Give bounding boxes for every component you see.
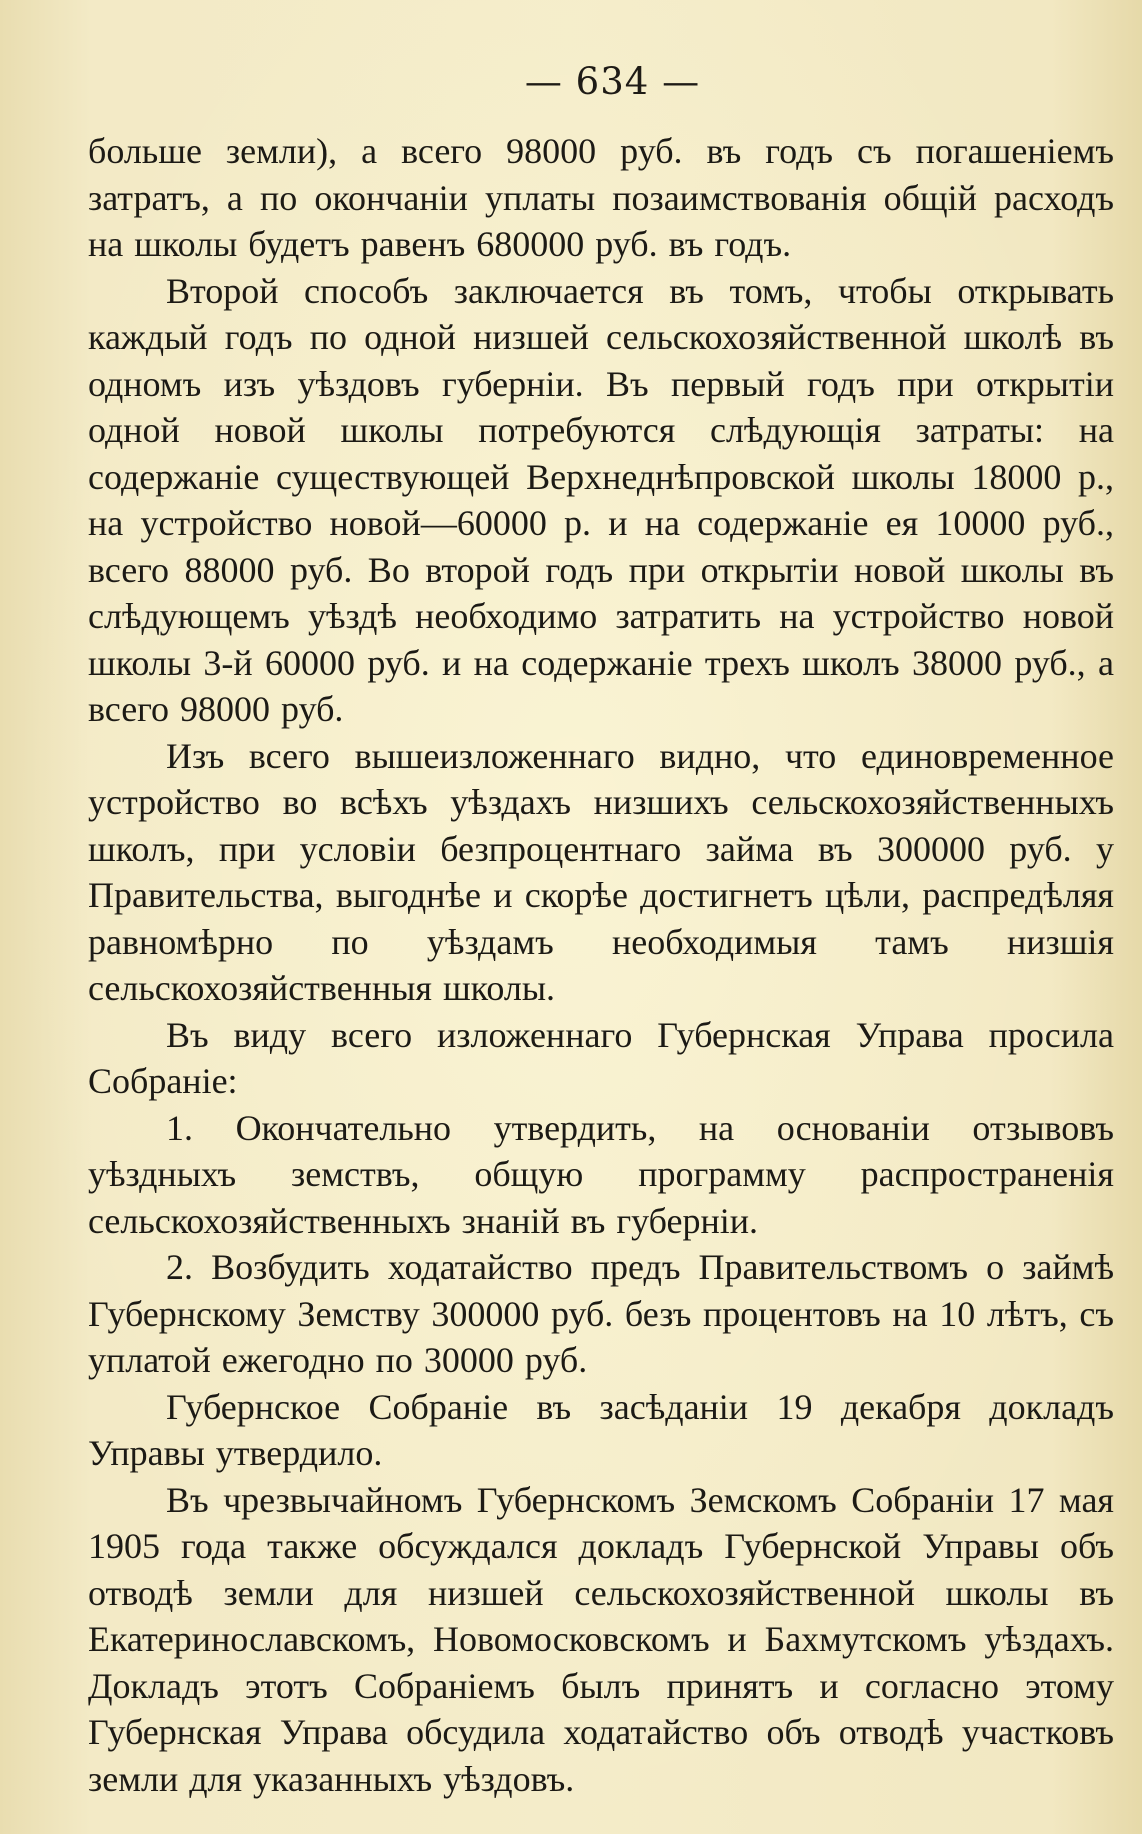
paragraph-conclusion: Изъ всего вышеизложеннаго видно, что единовременное устройство во всѣхъ уѣздахъ низшихъ сельскохозяйственныхъ школъ, при условіи безпроцентнаго займа въ 300000 руб. у Правительства, выгоднѣе и скорѣе достигнетъ цѣли, распредѣляя равномѣрно по уѣздамъ необходимыя тамъ низшія сельскохозяйственныя школы. bbox=[88, 735, 1114, 1008]
paragraph-item-2: 2. Возбудить ходатайство предъ Правительствомъ о займѣ Губернскому Земству 300000 руб. безъ процентовъ на 10 лѣтъ, съ уплатой ежегодно по 30000 руб. bbox=[88, 1247, 1114, 1380]
paragraph-item-1: 1. Окончательно утвердить, на основаніи отзывовъ уѣздныхъ земствъ, общую программу распространенія сельскохозяйственныхъ знаній въ губерніи. bbox=[88, 1107, 1114, 1241]
paragraph-extraordinary-session: Въ чрезвычайномъ Губернскомъ Земскомъ Собраніи 17 мая 1905 года также обсуждался докладъ Губернской Управы объ отводѣ земли для низшей сельскохозяйственной школы въ Екатеринославскомъ, Новомосковскомъ и Бахмутскомъ уѣздахъ. Докладъ этотъ Собраніемъ былъ принятъ и согласно этому Губернская Управа обсудила ходатайство объ отводѣ участковъ земли для указанныхъ уѣздовъ. bbox=[88, 1479, 1114, 1799]
paragraph-second-method: Второй способъ заключается въ томъ, чтобы открывать каждый годъ по одной низшей сельскохозяйственной школѣ въ одномъ изъ уѣздовъ губерніи. Въ первый годъ при открытіи одной новой школы потребуются слѣдующія затраты: на содержаніе существующей Верхнеднѣпровской школы 18000 р., на устройство новой—60000 р. и на содержаніе ея 10000 руб., всего 88000 руб. Во второй годъ при открытіи новой школы въ слѣдующемъ уѣздѣ необходимо затратить на устройство новой школы 3-й 60000 руб. и на содержаніе трехъ школъ 38000 руб., а всего 98000 руб. bbox=[88, 270, 1114, 729]
paragraph-resolution: Губернское Собраніе въ засѣданіи 19 декабря докладъ Управы утвердило. bbox=[88, 1386, 1114, 1473]
page-number: — 634 — bbox=[524, 60, 701, 103]
paragraph-continuation: больше земли), а всего 98000 руб. въ годъ съ погашеніемъ затратъ, а по окончаніи уплаты позаимствованія общій расходъ на школы будетъ равенъ 680000 руб. въ годъ. bbox=[88, 131, 1114, 264]
paragraph-request: Въ виду всего изложеннаго Губернская Управа просила Собраніе: bbox=[88, 1014, 1114, 1101]
body-text bbox=[88, 128, 1114, 1802]
